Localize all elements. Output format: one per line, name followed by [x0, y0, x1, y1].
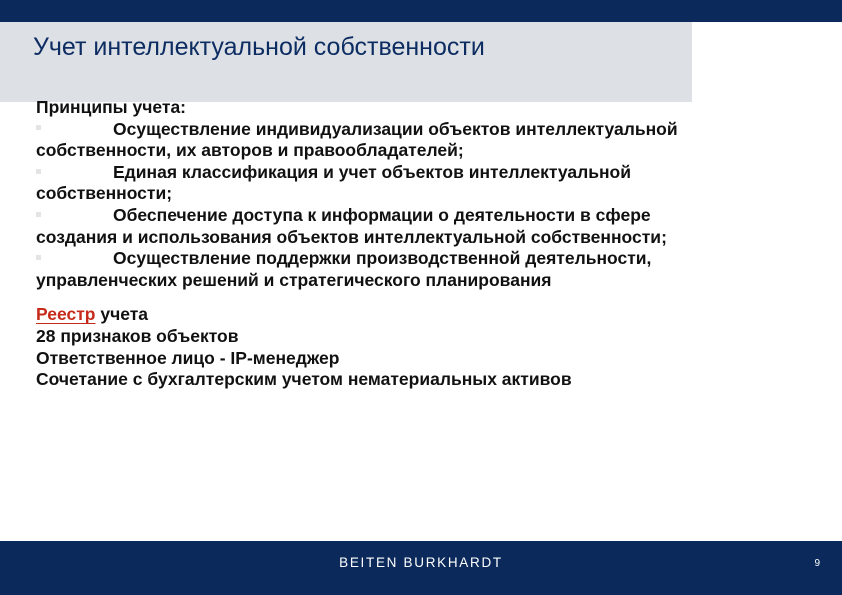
principle-3-line-1: Обеспечение доступа к информации о деятельности в сфере — [113, 204, 651, 225]
section-gap — [36, 291, 796, 304]
registry-line — [36, 304, 796, 326]
square-bullet-icon — [36, 169, 41, 174]
top-bar — [0, 0, 842, 22]
square-bullet-icon — [36, 212, 41, 217]
registry-detail-1: 28 признаков объектов — [36, 325, 239, 346]
page-title: Учет интеллектуальной собственности — [33, 33, 485, 61]
registry-link[interactable]: Реестр — [36, 304, 96, 325]
principle-1-line-2: собственности, их авторов и правообладателей; — [36, 140, 464, 161]
principle-2-line-1: Единая классификация и учет объектов интеллектуальной — [113, 161, 631, 182]
registry-detail-3: Сочетание с бухгалтерским учетом нематериальных активов — [36, 369, 572, 390]
brand-logo-text: BEITEN BURKHARDT — [339, 555, 503, 570]
registry-suffix: учета — [95, 304, 149, 325]
principle-4-line-2: управленческих решений и стратегического планирования — [36, 269, 552, 290]
principle-3-line-2: создания и использования объектов интеллектуальной собственности; — [36, 226, 667, 247]
principles-heading: Принципы учета: — [36, 97, 187, 117]
principle-item-3 — [36, 205, 796, 248]
registry-detail-2: Ответственное лицо - IP-менеджер — [36, 347, 340, 368]
principle-1-line-1: Осуществление индивидуализации объектов интеллектуальной — [113, 118, 678, 139]
principle-item-1 — [36, 119, 796, 162]
principle-item-2 — [36, 162, 796, 205]
square-bullet-icon — [36, 255, 41, 260]
principle-2-line-2: собственности; — [36, 183, 173, 204]
square-bullet-icon — [36, 125, 41, 130]
page-number: 9 — [814, 558, 820, 569]
principle-4-line-1: Осуществление поддержки производственной деятельности, — [113, 248, 652, 269]
principle-item-4 — [36, 248, 796, 291]
slide-content — [36, 97, 796, 391]
